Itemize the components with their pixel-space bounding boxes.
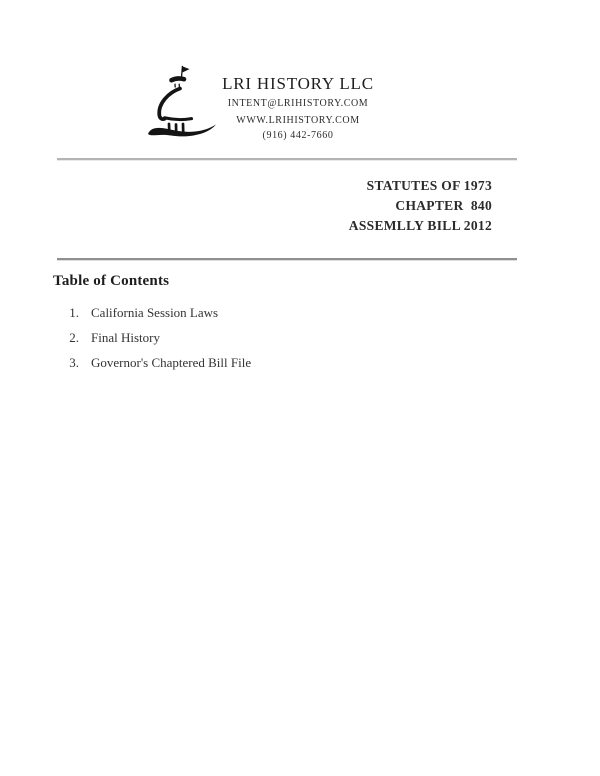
- toc-item-governors-chaptered-bill-file: [68, 354, 251, 371]
- toc-item-california-session-laws: [68, 304, 251, 321]
- section-divider: [57, 258, 517, 260]
- company-phone: (916) 442-7660: [262, 130, 334, 141]
- toc-item-label: Governor's Chaptered Bill File: [91, 355, 252, 370]
- toc-item-number: 1.: [69, 305, 79, 320]
- toc-item-number: 2.: [69, 330, 79, 345]
- toc-item-label: California Session Laws: [91, 305, 219, 320]
- toc-list: [68, 304, 251, 379]
- toc-item-label: Final History: [91, 330, 160, 345]
- toc-item-number: 3.: [69, 355, 79, 370]
- toc-item-final-history: [68, 329, 251, 346]
- toc-title: Table of Contents: [53, 273, 170, 289]
- chapter-line: CHAPTER 840: [395, 198, 492, 213]
- assembly-bill-line: ASSEMLLY BILL 2012: [348, 218, 492, 233]
- company-website: WWW.LRIHISTORY.COM: [236, 115, 360, 126]
- company-name: LRI HISTORY LLC: [222, 74, 374, 93]
- statute-reference-block: [349, 176, 492, 236]
- company-email: INTENT@LRIHISTORY.COM: [227, 98, 369, 109]
- header-divider: [57, 158, 517, 160]
- statutes-year-line: STATUTES OF 1973: [366, 178, 492, 193]
